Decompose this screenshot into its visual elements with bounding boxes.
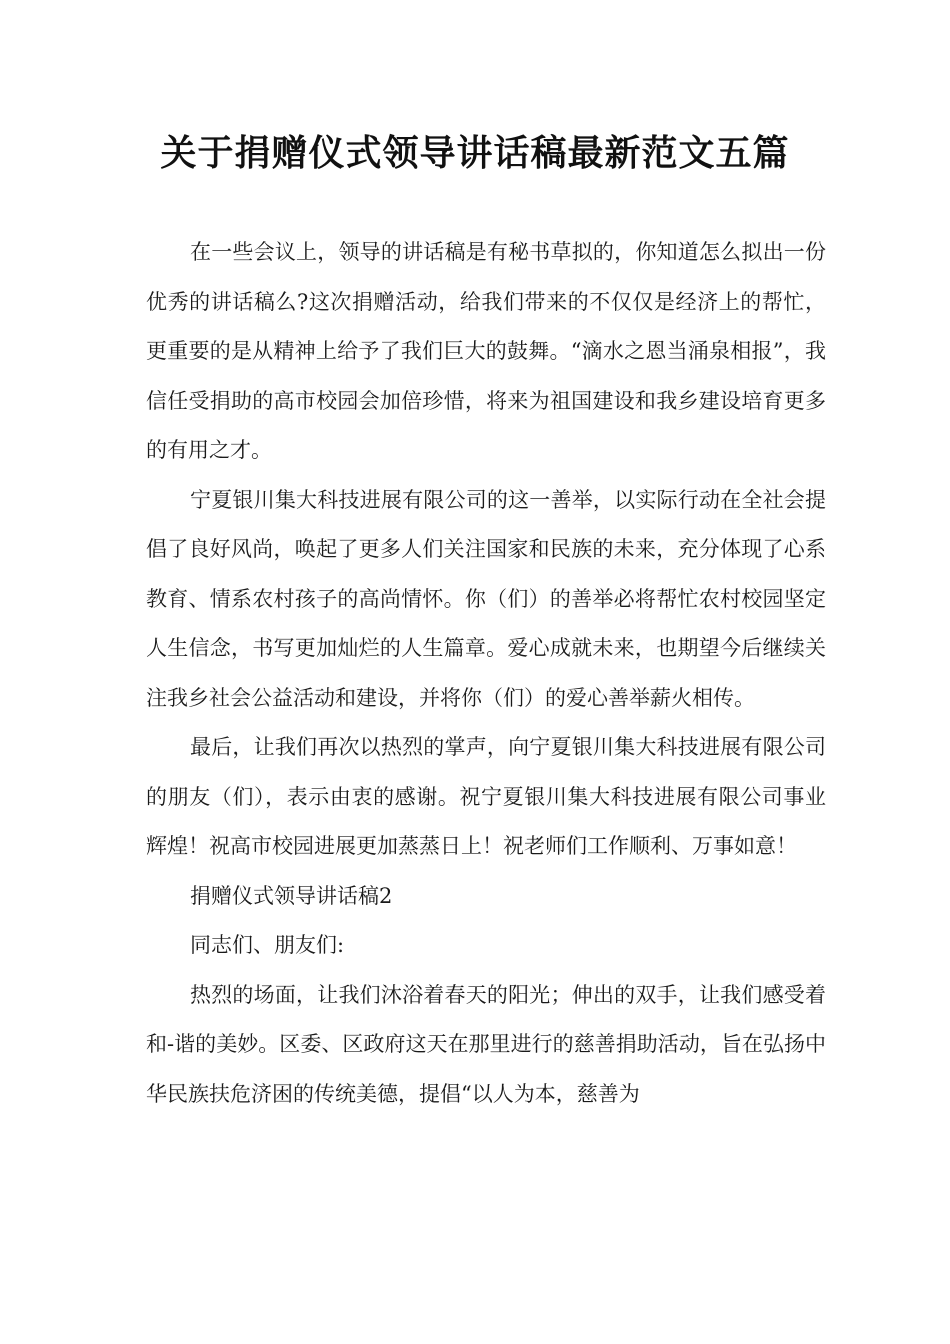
section-heading-speech-2: 捐赠仪式领导讲话稿2	[190, 883, 393, 908]
document-title: 关于捐赠仪式领导讲话稿最新范文五篇	[160, 133, 790, 174]
paragraph-intro: 在一些会议上，领导的讲话稿是有秘书草拟的，你知道怎么拟出一份优秀的讲话稿么?这次捐赠活动，给我们带来的不仅仅是经济上的帮忙，更重要的是从精神上给予了我们巨大的鼓舞。“滴水之恩当涌泉相报”，我信任受捐助的高市校园会加倍珍惜，将来为祖国建设和我乡建设培育更多的有用之才。	[146, 240, 826, 462]
paragraph-salutation: 同志们、朋友们:	[190, 933, 345, 957]
document-body	[146, 228, 826, 1119]
paragraph-thanks: 最后，让我们再次以热烈的掌声，向宁夏银川集大科技进展有限公司的朋友（们），表示由衷的感谢。祝宁夏银川集大科技进展有限公司事业辉煌！祝高市校园进展更加蒸蒸日上！祝老师们工作顺利、万事如意！	[146, 735, 826, 858]
paragraph-company-praise: 宁夏银川集大科技进展有限公司的这一善举，以实际行动在全社会提倡了良好风尚，唤起了更多人们关注国家和民族的未来，充分体现了心系教育、情系农村孩子的高尚情怀。你（们）的善举必将帮忙农村校园坚定人生信念，书写更加灿烂的人生篇章。爱心成就未来，也期望今后继续关注我乡社会公益活动和建设，并将你（们）的爱心善举薪火相传。	[146, 487, 826, 710]
paragraph-speech-2-opening: 热烈的场面，让我们沐浴着春天的阳光；伸出的双手，让我们感受着和-谐的美妙。区委、区政府这天在那里进行的慈善捐助活动，旨在弘扬中华民族扶危济困的传统美德，提倡“以人为本，慈善为	[146, 982, 826, 1106]
